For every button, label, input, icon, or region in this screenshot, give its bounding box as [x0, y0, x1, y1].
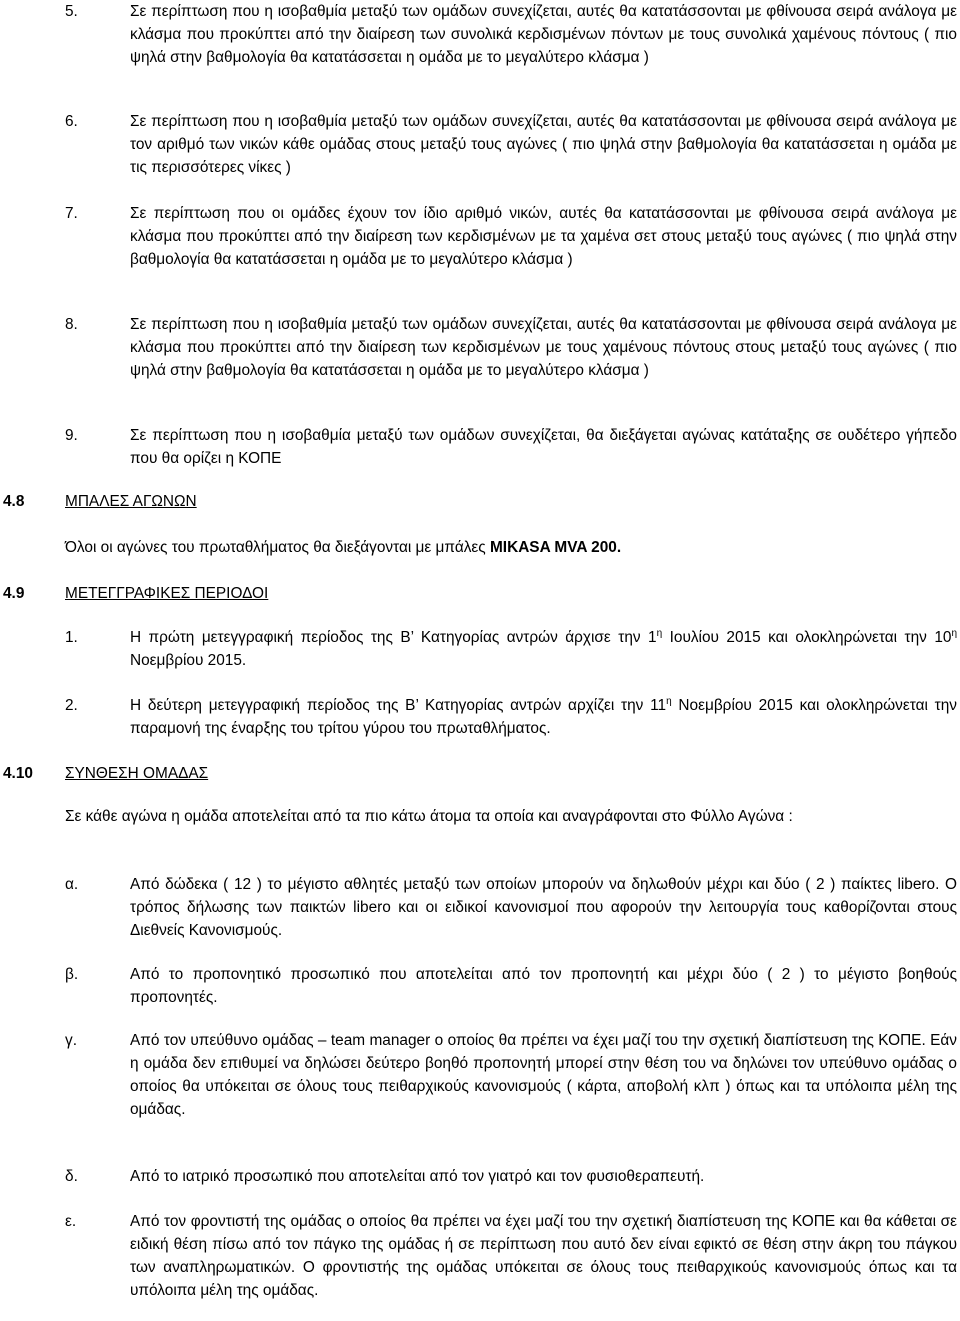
- ball-model: MIKASA MVA 200.: [489, 539, 622, 556]
- rule-number: 5.: [65, 3, 78, 20]
- section-number: 4.10: [3, 765, 33, 782]
- item-text: Από τον υπεύθυνο ομάδας – team manager ο οποίος θα πρέπει να έχει μαζί του την σχετική διαπίστευση της ΚΟΠΕ. Εάν η ομάδα δεν επιθυμεί να δηλώσει δεύτερο βοηθό προπονητή μπορεί στην θέση του να δηλώνει τον υπεύθυνο ομάδας ο οποίος θα υπόκειται σε όλους τους πειθαρχικούς κανονισμούς ( κάρτα, αποβολή κλπ ) όπως και τα υπόλοιπα μέλη της ομάδας.: [130, 1032, 957, 1118]
- text-part: Νοεμβρίου 2015 και ολοκληρώνεται την παραμονή της έναρξης του τρίτου γύρου του πρωταθλήματος.: [130, 697, 958, 737]
- section-title: ΜΕΤΕΓΓΡΑΦΙΚΕΣ ΠΕΡΙΟΔΟΙ: [65, 585, 269, 602]
- section-title: ΜΠΑΛΕΣ ΑΓΩΝΩΝ: [65, 493, 197, 510]
- rule-number: 7.: [65, 205, 78, 222]
- item-text: Από το ιατρικό προσωπικό που αποτελείται από τον γιατρό και τον φυσιοθεραπευτή.: [130, 1168, 705, 1185]
- item-number: ε.: [65, 1213, 77, 1230]
- section-4-8-text: [65, 536, 957, 559]
- superscript: η: [656, 628, 663, 639]
- item-text: Από το προπονητικό προσωπικό που αποτελείται από τον προπονητή και μέχρι δύο ( 2 ) το μέγιστο βοηθούς προπονητές.: [130, 966, 957, 1006]
- item-text: [130, 626, 957, 672]
- text-part: Νοεμβρίου 2015.: [130, 652, 247, 669]
- rule-number: 9.: [65, 427, 78, 444]
- rule-number: 8.: [65, 316, 78, 333]
- section-number: 4.8: [3, 493, 25, 510]
- team-composition-intro: Σε κάθε αγώνα η ομάδα αποτελείται από τα πιο κάτω άτομα τα οποία και αναγράφονται στο Φύλλο Αγώνα :: [65, 808, 793, 825]
- item-text: Από τον φροντιστή της ομάδας ο οποίος θα πρέπει να έχει μαζί του την σχετική διαπίστευση της ΚΟΠΕ και θα κάθεται σε ειδική θέση πίσω από τον πάγκο της ομάδας ή σε περίπτωση που αυτό δεν είναι εφικτό σε θέση στην άκρη του πάγκου των αναπληρωματικών. Ο φροντιστής της ομάδας υπόκειται σε όλους τους πειθαρχικούς κανονισμούς όπως και τα υπόλοιπα μέλη της ομάδας.: [130, 1213, 957, 1299]
- item-number: δ.: [65, 1168, 78, 1185]
- item-text: [130, 694, 957, 740]
- item-number: 2.: [65, 697, 78, 714]
- superscript: η: [951, 628, 957, 639]
- text-part: Η δεύτερη μετεγγραφική περίοδος της Β’ Κατηγορίας αντρών αρχίζει την 11: [130, 697, 667, 714]
- rule-text: Σε περίπτωση που η ισοβαθμία μεταξύ των ομάδων συνεχίζεται, αυτές θα κατατάσσονται με φθίνουσα σειρά ανάλογα με κλάσμα που προκύπτει από την διαίρεση των συνολικά κερδισμένων πόντων με τους συνολικά χαμένους πόντους ( πιο ψηλά στην βαθμολογία θα κατατάσσεται η ομάδα με το μεγαλύτερο κλάσμα ): [130, 3, 957, 66]
- item-number: α.: [65, 876, 79, 893]
- item-number: γ.: [65, 1032, 77, 1049]
- superscript: η: [666, 696, 672, 707]
- rule-text: Σε περίπτωση που η ισοβαθμία μεταξύ των ομάδων συνεχίζεται, θα διεξάγεται αγώνας κατάταξης σε ουδέτερο γήπεδο που θα ορίζει η ΚΟΠΕ: [130, 427, 957, 467]
- item-number: β.: [65, 966, 79, 983]
- rule-text: Σε περίπτωση που η ισοβαθμία μεταξύ των ομάδων συνεχίζεται, αυτές θα κατατάσσονται με φθίνουσα σειρά ανάλογα με κλάσμα που προκύπτει από την διαίρεση των κερδισμένων με τους χαμένους πόντους στους μεταξύ τους αγώνες ( πιο ψηλά στην βαθμολογία θα κατατάσσεται η ομάδα με το μεγαλύτερο κλάσμα ): [130, 316, 957, 379]
- item-number: 1.: [65, 629, 78, 646]
- text-part: Η πρώτη μετεγγραφική περίοδος της Β’ Κατηγορίας αντρών άρχισε την 1: [130, 629, 657, 646]
- balls-text: Όλοι οι αγώνες του πρωταθλήματος θα διεξάγονται με μπάλες: [65, 539, 490, 556]
- rule-number: 6.: [65, 113, 78, 130]
- text-part: Ιουλίου 2015 και ολοκληρώνεται την 10: [662, 629, 952, 646]
- rule-text: Σε περίπτωση που η ισοβαθμία μεταξύ των ομάδων συνεχίζεται, αυτές θα κατατάσσονται με φθίνουσα σειρά ανάλογα με τον αριθμό των νικών κάθε ομάδας στους μεταξύ τους αγώνες ( πιο ψηλά στην βαθμολογία θα κατατάσσεται η ομάδα με τις περισσότερες νίκες ): [130, 113, 957, 176]
- section-number: 4.9: [3, 585, 25, 602]
- item-text: Από δώδεκα ( 12 ) το μέγιστο αθλητές μεταξύ των οποίων μπορούν να δηλωθούν μέχρι και δύο ( 2 ) παίκτες libero. Ο τρόπος δήλωσης των παικτών libero και οι ειδικοί κανονισμοί που αφορούν την λειτουργία τους καθορίζονται στους Διεθνείς Κανονισμούς.: [130, 876, 957, 939]
- rule-text: Σε περίπτωση που οι ομάδες έχουν τον ίδιο αριθμό νικών, αυτές θα κατατάσσονται με φθίνουσα σειρά ανάλογα με κλάσμα που προκύπτει από την διαίρεση των κερδισμένων με τα χαμένα σετ στους μεταξύ τους αγώνες ( πιο ψηλά στην βαθμολογία θα κατατάσσεται η ομάδα με το μεγαλύτερο κλάσμα ): [130, 205, 957, 268]
- section-title: ΣΥΝΘΕΣΗ ΟΜΑΔΑΣ: [65, 765, 209, 782]
